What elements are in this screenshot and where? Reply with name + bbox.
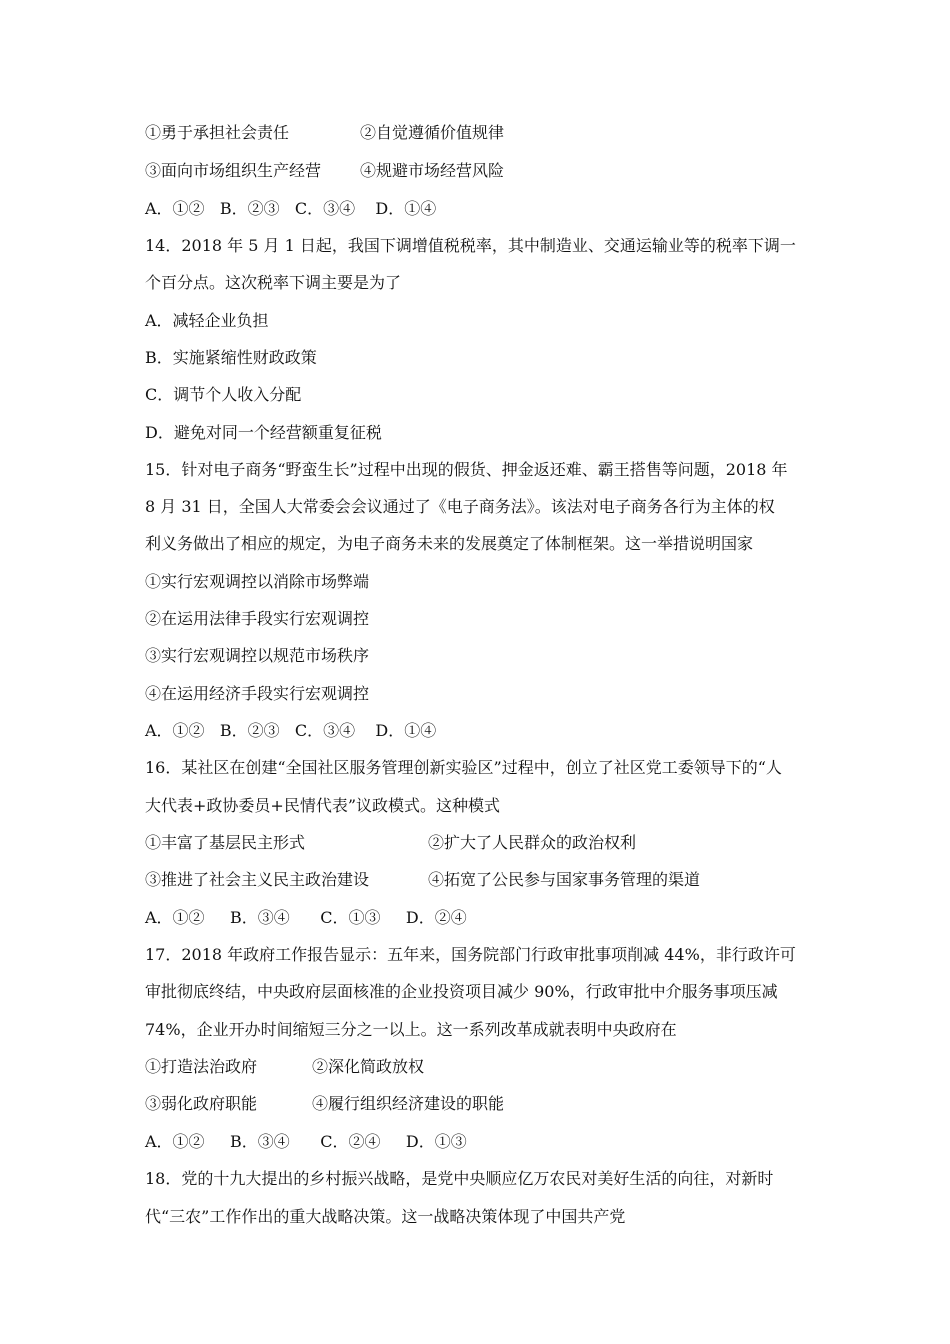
q16-option-4: ④拓宽了公民参与国家事务管理的渠道 (428, 870, 701, 889)
q15-option-4: ④在运用经济手段实行宏观调控 (145, 684, 370, 703)
q14-stem-line-1: 14．2018 年 5 月 1 日起，我国下调增值税税率，其中制造业、交通运输业等的税率下调一 (145, 236, 796, 255)
q17-option-4: ④履行组织经济建设的职能 (312, 1094, 505, 1113)
q13-answer-choices: A．①② B．②③ C．③④ D．①④ (145, 199, 437, 218)
q15-stem-line-3: 利义务做出了相应的规定，为电子商务未来的发展奠定了体制框架。这一举措说明国家 (145, 534, 754, 553)
q16-option-1: ①丰富了基层民主形式 (145, 833, 306, 852)
q14-option-b: B．实施紧缩性财政政策 (145, 348, 317, 367)
q18-stem-line-1: 18．党的十九大提出的乡村振兴战略，是党中央顺应亿万农民对美好生活的向往，对新时 (145, 1169, 774, 1188)
q17-option-2: ②深化简政放权 (312, 1057, 425, 1076)
q15-stem-line-2: 8 月 31 日，全国人大常委会会议通过了《电子商务法》。该法对电子商务各行为主体的权 (145, 497, 775, 516)
q17-stem-line-1: 17．2018 年政府工作报告显示：五年来，国务院部门行政审批事项削减 44%，非行政许可 (145, 945, 796, 964)
q13-option-row-1 (145, 123, 810, 143)
q15-option-2: ②在运用法律手段实行宏观调控 (145, 609, 370, 628)
q14-option-a: A．减轻企业负担 (145, 311, 269, 330)
q16-option-row-1 (145, 833, 810, 853)
q13-option-4: ④规避市场经营风险 (360, 161, 505, 180)
q16-stem-line-2: 大代表+政协委员+民情代表”议政模式。这种模式 (145, 796, 500, 815)
q15-option-3: ③实行宏观调控以规范市场秩序 (145, 646, 370, 665)
q13-option-1: ①勇于承担社会责任 (145, 123, 290, 142)
q17-answer-choices: A．①② B．③④ C．②④ D．①③ (145, 1132, 467, 1151)
q16-option-row-2 (145, 870, 810, 890)
q17-option-row-2 (145, 1094, 810, 1114)
q18-stem-line-2: 代“三农”工作作出的重大战略决策。这一战略决策体现了中国共产党 (145, 1207, 626, 1226)
q14-option-c: C．调节个人收入分配 (145, 385, 302, 404)
q17-stem-line-3: 74%，企业开办时间缩短三分之一以上。这一系列改革成就表明中央政府在 (145, 1020, 677, 1039)
q14-option-d: D．避免对同一个经营额重复征税 (145, 423, 382, 442)
q13-option-3: ③面向市场组织生产经营 (145, 161, 322, 180)
q16-option-3: ③推进了社会主义民主政治建设 (145, 870, 370, 889)
q14-stem-line-2: 个百分点。这次税率下调主要是为了 (145, 273, 402, 292)
q15-stem-line-1: 15．针对电子商务“野蛮生长”过程中出现的假货、押金返还难、霸王搭售等问题，2018 年 (145, 460, 788, 479)
q15-answer-choices: A．①② B．②③ C．③④ D．①④ (145, 721, 437, 740)
q15-option-1: ①实行宏观调控以消除市场弊端 (145, 572, 370, 591)
q17-option-row-1 (145, 1057, 810, 1077)
q17-option-1: ①打造法治政府 (145, 1057, 258, 1076)
q16-answer-choices: A．①② B．③④ C．①③ D．②④ (145, 908, 467, 927)
q13-option-2: ②自觉遵循价值规律 (360, 123, 505, 142)
q13-option-row-2 (145, 161, 810, 181)
q16-option-2: ②扩大了人民群众的政治权利 (428, 833, 637, 852)
q17-stem-line-2: 审批彻底终结，中央政府层面核准的企业投资项目减少 90%，行政审批中介服务事项压减 (145, 982, 778, 1001)
q16-stem-line-1: 16．某社区在创建“全国社区服务管理创新实验区”过程中，创立了社区党工委领导下的“人 (145, 758, 782, 777)
q17-option-3: ③弱化政府职能 (145, 1094, 258, 1113)
